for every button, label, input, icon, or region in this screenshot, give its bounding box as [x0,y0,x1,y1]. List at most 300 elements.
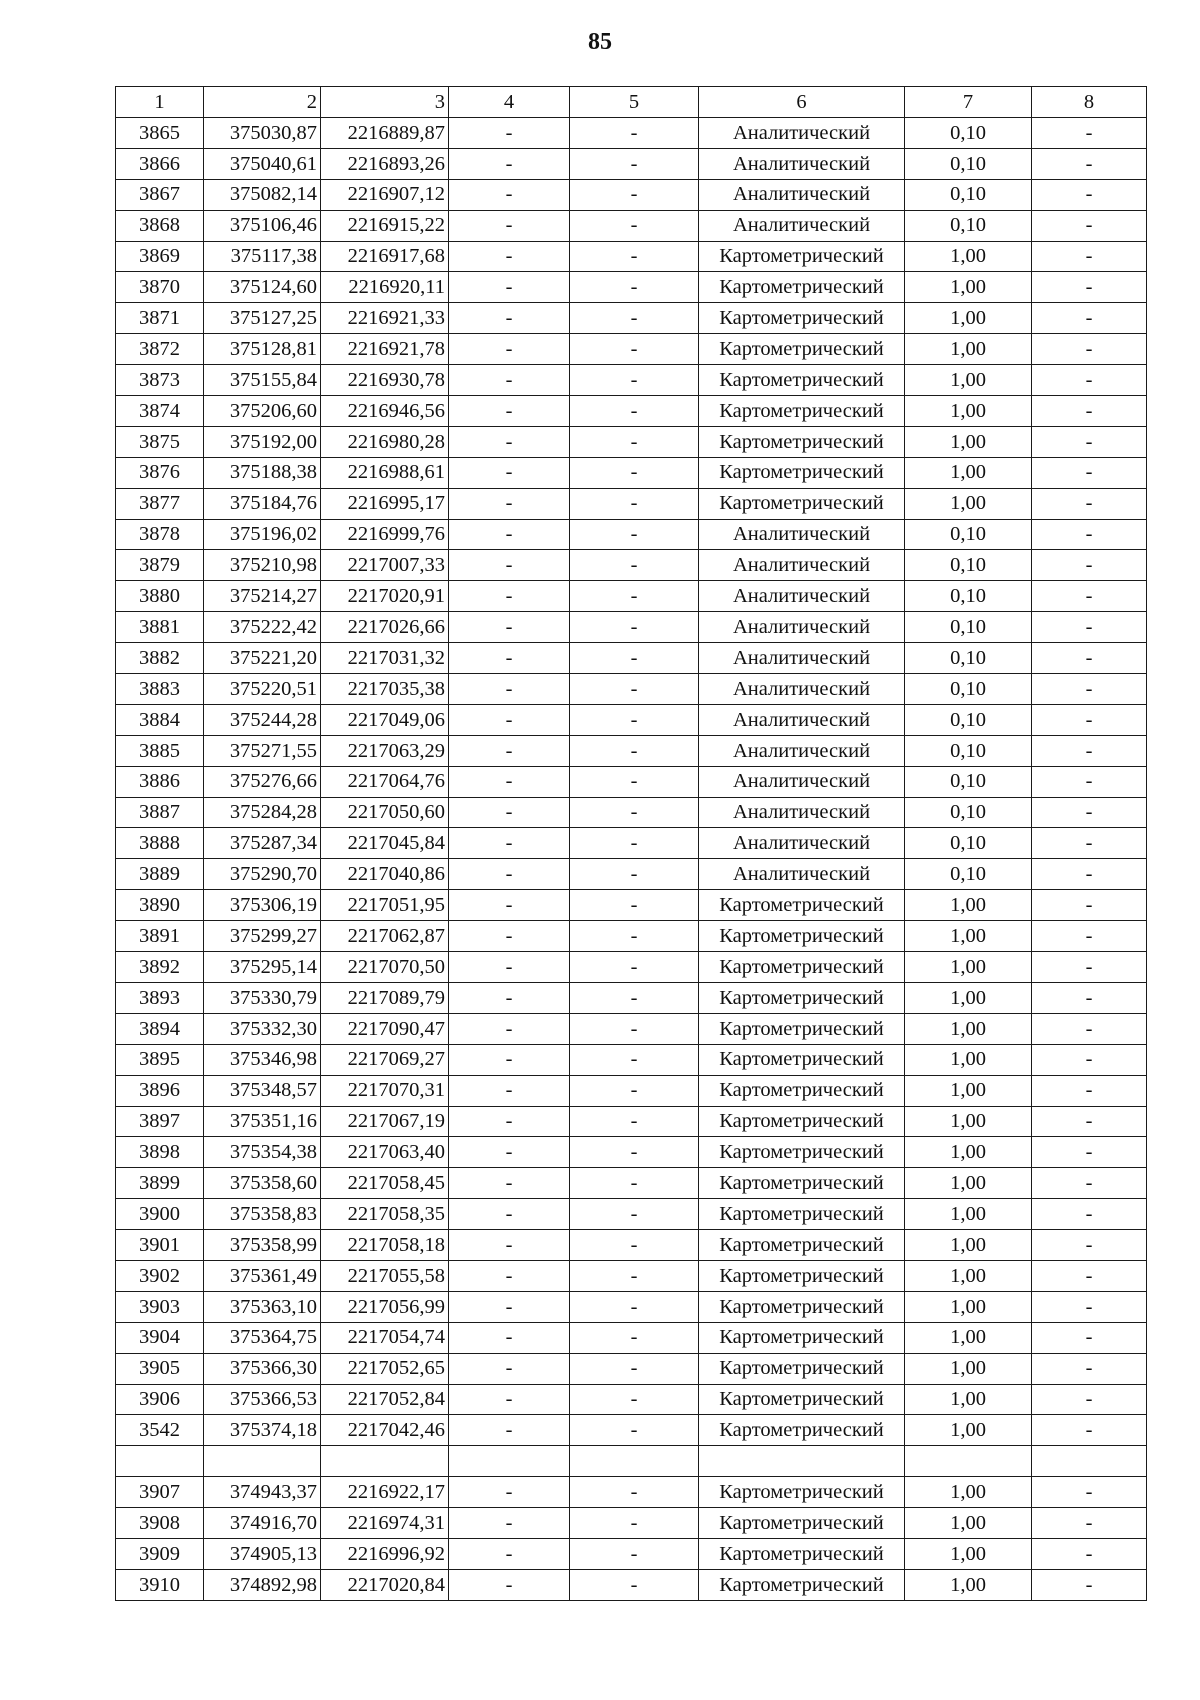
x-coordinate-cell: 375271,55 [204,735,321,766]
col-4-cell: - [449,890,570,921]
x-coordinate-cell: 375364,75 [204,1322,321,1353]
col-8-cell: - [1032,828,1147,859]
col-5-cell [570,1446,699,1477]
table-row [116,859,1147,890]
col-5-cell: - [570,1044,699,1075]
accuracy-cell: 1,00 [905,1322,1032,1353]
method-cell: Картометрический [699,1230,905,1261]
table-row [116,890,1147,921]
accuracy-cell: 1,00 [905,1384,1032,1415]
accuracy-cell: 0,10 [905,859,1032,890]
col-5-cell: - [570,118,699,149]
col-4-cell: - [449,1291,570,1322]
table-row [116,1477,1147,1508]
col-4-cell: - [449,303,570,334]
col-8-cell: - [1032,704,1147,735]
point-number-cell: 3880 [116,581,204,612]
y-coordinate-cell: 2216893,26 [321,148,449,179]
method-cell: Картометрический [699,1075,905,1106]
table-row [116,550,1147,581]
col-8-cell: - [1032,334,1147,365]
table-row [116,1415,1147,1446]
point-number-cell: 3876 [116,457,204,488]
col-8-cell: - [1032,735,1147,766]
col-8-cell: - [1032,859,1147,890]
point-number-cell: 3887 [116,797,204,828]
y-coordinate-cell: 2217035,38 [321,674,449,705]
y-coordinate-cell: 2217045,84 [321,828,449,859]
method-cell: Картометрический [699,1415,905,1446]
col-4-cell: - [449,1137,570,1168]
x-coordinate-cell: 375106,46 [204,210,321,241]
y-coordinate-cell: 2217058,18 [321,1230,449,1261]
table-row [116,365,1147,396]
y-coordinate-cell: 2217020,91 [321,581,449,612]
method-cell: Картометрический [699,1106,905,1137]
col-8-cell: - [1032,1044,1147,1075]
column-header-1: 1 [116,87,204,118]
y-coordinate-cell [321,1446,449,1477]
col-4-cell: - [449,581,570,612]
method-cell: Картометрический [699,1477,905,1508]
col-5-cell: - [570,1230,699,1261]
accuracy-cell: 0,10 [905,118,1032,149]
col-8-cell: - [1032,365,1147,396]
x-coordinate-cell: 375284,28 [204,797,321,828]
method-cell: Аналитический [699,210,905,241]
col-4-cell: - [449,1075,570,1106]
x-coordinate-cell: 375030,87 [204,118,321,149]
col-8-cell: - [1032,303,1147,334]
method-cell: Картометрический [699,1569,905,1600]
col-4-cell: - [449,1322,570,1353]
x-coordinate-cell: 375220,51 [204,674,321,705]
table-row [116,1508,1147,1539]
col-5-cell: - [570,1322,699,1353]
y-coordinate-cell: 2216930,78 [321,365,449,396]
accuracy-cell: 0,10 [905,179,1032,210]
point-number-cell: 3891 [116,921,204,952]
point-number-cell: 3869 [116,241,204,272]
col-8-cell: - [1032,643,1147,674]
col-4-cell: - [449,1168,570,1199]
y-coordinate-cell: 2216921,78 [321,334,449,365]
x-coordinate-cell: 375330,79 [204,982,321,1013]
x-coordinate-cell: 375358,83 [204,1199,321,1230]
table-row [116,1538,1147,1569]
table-row [116,1291,1147,1322]
point-number-cell: 3904 [116,1322,204,1353]
x-coordinate-cell: 374916,70 [204,1508,321,1539]
col-8-cell: - [1032,952,1147,983]
y-coordinate-cell: 2217049,06 [321,704,449,735]
y-coordinate-cell: 2217067,19 [321,1106,449,1137]
point-number-cell: 3892 [116,952,204,983]
y-coordinate-cell: 2216917,68 [321,241,449,272]
col-5-cell: - [570,396,699,427]
col-5-cell: - [570,612,699,643]
accuracy-cell: 1,00 [905,1168,1032,1199]
point-number-cell: 3909 [116,1538,204,1569]
x-coordinate-cell: 375351,16 [204,1106,321,1137]
x-coordinate-cell: 375221,20 [204,643,321,674]
x-coordinate-cell: 374892,98 [204,1569,321,1600]
accuracy-cell: 0,10 [905,148,1032,179]
point-number-cell: 3906 [116,1384,204,1415]
accuracy-cell: 1,00 [905,982,1032,1013]
col-5-cell: - [570,148,699,179]
method-cell: Картометрический [699,1199,905,1230]
accuracy-cell: 1,00 [905,1013,1032,1044]
point-number-cell: 3868 [116,210,204,241]
col-8-cell: - [1032,1137,1147,1168]
point-number-cell: 3898 [116,1137,204,1168]
x-coordinate-cell [204,1446,321,1477]
y-coordinate-cell: 2216995,17 [321,488,449,519]
accuracy-cell: 1,00 [905,365,1032,396]
point-number-cell: 3881 [116,612,204,643]
col-5-cell: - [570,241,699,272]
col-4-cell: - [449,1199,570,1230]
column-header-5: 5 [570,87,699,118]
accuracy-cell: 1,00 [905,890,1032,921]
col-8-cell: - [1032,890,1147,921]
method-cell: Аналитический [699,550,905,581]
method-cell: Картометрический [699,1538,905,1569]
method-cell: Аналитический [699,179,905,210]
table-row [116,1230,1147,1261]
column-header-7: 7 [905,87,1032,118]
method-cell: Аналитический [699,766,905,797]
accuracy-cell: 1,00 [905,1199,1032,1230]
point-number-cell: 3877 [116,488,204,519]
point-number-cell: 3872 [116,334,204,365]
col-5-cell: - [570,334,699,365]
point-number-cell: 3895 [116,1044,204,1075]
col-8-cell: - [1032,396,1147,427]
y-coordinate-cell: 2217052,65 [321,1353,449,1384]
table-row [116,982,1147,1013]
x-coordinate-cell: 375117,38 [204,241,321,272]
y-coordinate-cell: 2216907,12 [321,179,449,210]
col-4-cell: - [449,1230,570,1261]
accuracy-cell: 0,10 [905,210,1032,241]
col-8-cell: - [1032,1415,1147,1446]
col-4-cell: - [449,1477,570,1508]
y-coordinate-cell: 2217063,40 [321,1137,449,1168]
col-5-cell: - [570,1075,699,1106]
col-4-cell: - [449,1260,570,1291]
col-8-cell: - [1032,426,1147,457]
point-number-cell: 3893 [116,982,204,1013]
point-number-cell: 3884 [116,704,204,735]
x-coordinate-cell: 375299,27 [204,921,321,952]
table-row [116,241,1147,272]
y-coordinate-cell: 2216889,87 [321,118,449,149]
method-cell: Картометрический [699,1322,905,1353]
col-8-cell: - [1032,272,1147,303]
method-cell: Картометрический [699,982,905,1013]
col-5-cell: - [570,921,699,952]
col-5-cell: - [570,426,699,457]
y-coordinate-cell: 2217058,45 [321,1168,449,1199]
col-4-cell: - [449,1106,570,1137]
col-4-cell: - [449,612,570,643]
accuracy-cell: 1,00 [905,426,1032,457]
col-4-cell: - [449,334,570,365]
col-8-cell [1032,1446,1147,1477]
table-row [116,1353,1147,1384]
method-cell: Аналитический [699,118,905,149]
method-cell: Картометрический [699,890,905,921]
method-cell: Картометрический [699,1291,905,1322]
method-cell: Картометрический [699,334,905,365]
x-coordinate-cell: 375244,28 [204,704,321,735]
col-8-cell: - [1032,1168,1147,1199]
accuracy-cell: 0,10 [905,828,1032,859]
col-8-cell: - [1032,457,1147,488]
method-cell: Аналитический [699,704,905,735]
col-8-cell: - [1032,581,1147,612]
point-number-cell: 3886 [116,766,204,797]
table-row [116,1044,1147,1075]
y-coordinate-cell: 2217051,95 [321,890,449,921]
point-number-cell: 3885 [116,735,204,766]
x-coordinate-cell: 375363,10 [204,1291,321,1322]
col-8-cell: - [1032,674,1147,705]
table-row [116,797,1147,828]
col-8-cell: - [1032,1538,1147,1569]
col-4-cell: - [449,1569,570,1600]
point-number-cell: 3867 [116,179,204,210]
y-coordinate-cell: 2216996,92 [321,1538,449,1569]
method-cell: Картометрический [699,272,905,303]
accuracy-cell: 0,10 [905,766,1032,797]
col-8-cell: - [1032,766,1147,797]
y-coordinate-cell: 2217055,58 [321,1260,449,1291]
col-5-cell: - [570,1137,699,1168]
y-coordinate-cell: 2216921,33 [321,303,449,334]
col-5-cell: - [570,488,699,519]
y-coordinate-cell: 2217069,27 [321,1044,449,1075]
accuracy-cell: 0,10 [905,581,1032,612]
col-4-cell: - [449,766,570,797]
y-coordinate-cell: 2217052,84 [321,1384,449,1415]
table-header-row [116,87,1147,118]
x-coordinate-cell: 375155,84 [204,365,321,396]
method-cell: Картометрический [699,426,905,457]
table-row [116,1322,1147,1353]
col-5-cell: - [570,1508,699,1539]
method-cell: Аналитический [699,828,905,859]
x-coordinate-cell: 375358,99 [204,1230,321,1261]
table-row [116,1075,1147,1106]
col-8-cell: - [1032,1353,1147,1384]
x-coordinate-cell: 375290,70 [204,859,321,890]
col-4-cell: - [449,1013,570,1044]
accuracy-cell: 1,00 [905,1260,1032,1291]
point-number-cell: 3900 [116,1199,204,1230]
x-coordinate-cell: 375188,38 [204,457,321,488]
col-5-cell: - [570,1106,699,1137]
y-coordinate-cell: 2217089,79 [321,982,449,1013]
x-coordinate-cell: 375346,98 [204,1044,321,1075]
col-5-cell: - [570,735,699,766]
point-number-cell [116,1446,204,1477]
column-header-2: 2 [204,87,321,118]
x-coordinate-cell: 375287,34 [204,828,321,859]
accuracy-cell: 0,10 [905,674,1032,705]
y-coordinate-cell: 2217054,74 [321,1322,449,1353]
col-4-cell: - [449,1415,570,1446]
table-row [116,1260,1147,1291]
x-coordinate-cell: 375374,18 [204,1415,321,1446]
y-coordinate-cell: 2217026,66 [321,612,449,643]
table-row [116,1384,1147,1415]
col-5-cell: - [570,550,699,581]
point-number-cell: 3870 [116,272,204,303]
method-cell: Аналитический [699,612,905,643]
col-5-cell: - [570,303,699,334]
col-5-cell: - [570,1013,699,1044]
column-header-3: 3 [321,87,449,118]
col-4-cell: - [449,241,570,272]
x-coordinate-cell: 375128,81 [204,334,321,365]
x-coordinate-cell: 375192,00 [204,426,321,457]
col-4-cell: - [449,118,570,149]
point-number-cell: 3888 [116,828,204,859]
x-coordinate-cell: 375348,57 [204,1075,321,1106]
col-5-cell: - [570,952,699,983]
point-number-cell: 3903 [116,1291,204,1322]
table-row [116,828,1147,859]
point-number-cell: 3882 [116,643,204,674]
point-number-cell: 3908 [116,1508,204,1539]
y-coordinate-cell: 2217056,99 [321,1291,449,1322]
col-8-cell: - [1032,118,1147,149]
point-number-cell: 3879 [116,550,204,581]
col-5-cell: - [570,581,699,612]
table-row [116,766,1147,797]
col-8-cell: - [1032,1477,1147,1508]
accuracy-cell: 1,00 [905,1230,1032,1261]
method-cell: Аналитический [699,643,905,674]
col-4-cell: - [449,365,570,396]
table-row [116,519,1147,550]
col-8-cell: - [1032,1199,1147,1230]
accuracy-cell: 1,00 [905,1291,1032,1322]
y-coordinate-cell: 2217050,60 [321,797,449,828]
method-cell: Картометрический [699,1013,905,1044]
col-8-cell: - [1032,1508,1147,1539]
col-5-cell: - [570,210,699,241]
method-cell: Картометрический [699,457,905,488]
point-number-cell: 3874 [116,396,204,427]
x-coordinate-cell: 375222,42 [204,612,321,643]
x-coordinate-cell: 375184,76 [204,488,321,519]
accuracy-cell: 1,00 [905,488,1032,519]
accuracy-cell: 1,00 [905,1044,1032,1075]
col-4-cell: - [449,859,570,890]
point-number-cell: 3897 [116,1106,204,1137]
col-5-cell: - [570,1260,699,1291]
col-8-cell: - [1032,550,1147,581]
col-5-cell: - [570,828,699,859]
col-5-cell: - [570,859,699,890]
method-cell: Картометрический [699,921,905,952]
point-number-cell: 3899 [116,1168,204,1199]
col-4-cell: - [449,426,570,457]
col-8-cell: - [1032,519,1147,550]
method-cell: Картометрический [699,396,905,427]
table-row [116,735,1147,766]
col-4-cell: - [449,674,570,705]
col-5-cell: - [570,272,699,303]
col-8-cell: - [1032,210,1147,241]
accuracy-cell: 0,10 [905,797,1032,828]
y-coordinate-cell: 2217042,46 [321,1415,449,1446]
col-8-cell: - [1032,1322,1147,1353]
table-row [116,118,1147,149]
table-row [116,488,1147,519]
x-coordinate-cell: 375196,02 [204,519,321,550]
col-4-cell: - [449,550,570,581]
y-coordinate-cell: 2217031,32 [321,643,449,674]
col-4-cell: - [449,704,570,735]
y-coordinate-cell: 2217064,76 [321,766,449,797]
method-cell: Картометрический [699,365,905,396]
table-row [116,210,1147,241]
accuracy-cell: 1,00 [905,303,1032,334]
col-5-cell: - [570,1569,699,1600]
col-5-cell: - [570,982,699,1013]
col-8-cell: - [1032,1569,1147,1600]
col-5-cell: - [570,1477,699,1508]
col-8-cell: - [1032,797,1147,828]
x-coordinate-cell: 375210,98 [204,550,321,581]
point-number-cell: 3871 [116,303,204,334]
accuracy-cell: 1,00 [905,952,1032,983]
table-row [116,1569,1147,1600]
col-4-cell: - [449,519,570,550]
method-cell: Картометрический [699,303,905,334]
point-number-cell: 3875 [116,426,204,457]
x-coordinate-cell: 375206,60 [204,396,321,427]
method-cell: Аналитический [699,735,905,766]
col-4-cell: - [449,643,570,674]
y-coordinate-cell: 2216980,28 [321,426,449,457]
method-cell: Аналитический [699,674,905,705]
table-row [116,1199,1147,1230]
col-5-cell: - [570,1384,699,1415]
col-4-cell: - [449,1538,570,1569]
point-number-cell: 3902 [116,1260,204,1291]
accuracy-cell: 1,00 [905,921,1032,952]
accuracy-cell: 1,00 [905,272,1032,303]
method-cell: Картометрический [699,1137,905,1168]
y-coordinate-cell: 2217058,35 [321,1199,449,1230]
col-8-cell: - [1032,982,1147,1013]
method-cell: Картометрический [699,1168,905,1199]
column-header-8: 8 [1032,87,1147,118]
method-cell: Картометрический [699,488,905,519]
col-5-cell: - [570,519,699,550]
col-4-cell: - [449,148,570,179]
accuracy-cell: 0,10 [905,612,1032,643]
col-5-cell: - [570,1415,699,1446]
table-row [116,643,1147,674]
point-number-cell: 3865 [116,118,204,149]
